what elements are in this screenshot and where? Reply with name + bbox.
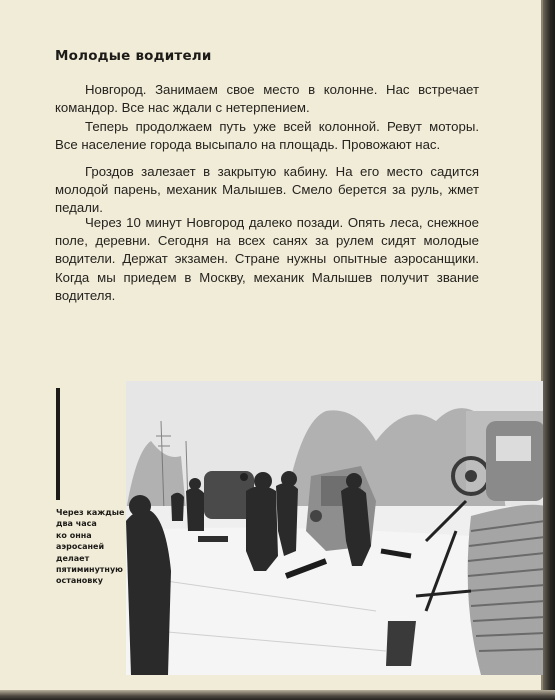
page-bottom-edge xyxy=(0,690,555,700)
paragraph-4: Через 10 минут Новгород далеко позади. Опять леса, снежное поле, деревни. Сегодня на всех санях за рулем сидят молодые водители. Держат экзамен. Стране нужны опытные аэросанщики. Когда мы приедем в Москву, механик Малышев получит звание водителя. xyxy=(55,215,479,303)
photo-caption xyxy=(56,507,125,587)
photo-illustration xyxy=(126,381,545,675)
caption-line: Через каждые xyxy=(56,508,125,517)
caption-line: делает xyxy=(56,553,90,563)
caption-line: остановку xyxy=(56,576,104,586)
caption-line: два часа xyxy=(56,519,97,529)
paragraph-3: Гроздов залезает в закрытую кабину. На его место садится молодой парень, механик Малышев. Смело берется за руль, жмет педали. xyxy=(55,164,479,216)
paragraph-1: Новгород. Занимаем свое место в колонне. Нас встречает командор. Все нас ждали с нетерпением. xyxy=(55,82,479,116)
paragraph-2: Теперь продолжаем путь уже всей колонной. Ревут моторы. Все население города высыпало на площадь. Провожают нас. xyxy=(55,119,479,153)
article-title: Молодые водители xyxy=(55,48,212,64)
caption-line: ко онна xyxy=(56,530,92,540)
aerosleigh-photo xyxy=(126,381,545,675)
caption-line: пятиминутную xyxy=(56,565,123,575)
caption-bar xyxy=(56,388,60,500)
page-edge-shadow xyxy=(543,0,555,700)
caption-line: аэросаней xyxy=(56,542,105,552)
